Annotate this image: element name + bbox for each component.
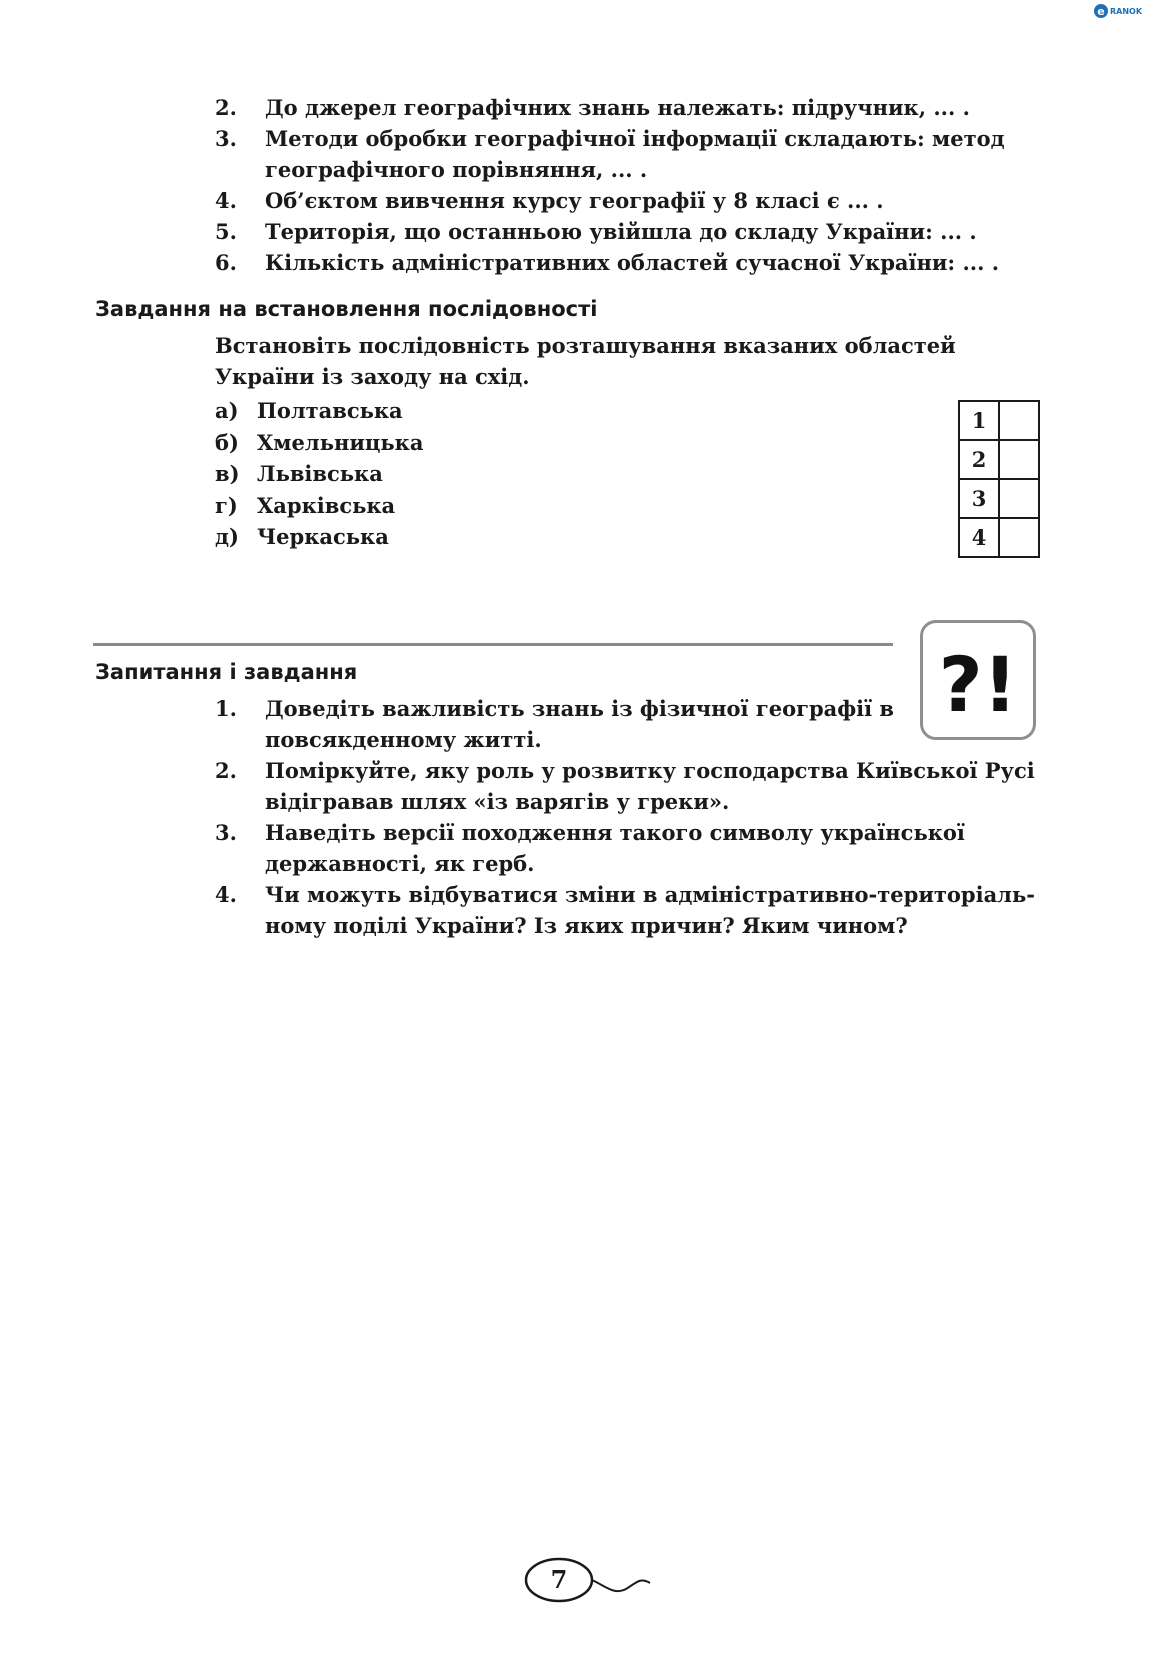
option-letter: д): [215, 524, 239, 549]
item-number: 5.: [215, 219, 237, 244]
option-item: [215, 427, 423, 459]
answer-row: [959, 401, 1039, 440]
item-text: До джерел географічних знань належать: підручник, ... .: [265, 95, 970, 120]
answer-row: [959, 518, 1039, 557]
page-number-badge: [522, 1555, 682, 1605]
answer-row-number: 2: [959, 440, 999, 479]
list-item: [215, 92, 1045, 123]
item-text: Методи обробки географічної інформації складають: метод географічного порівняння, ... .: [265, 126, 1005, 182]
option-item: [215, 395, 423, 427]
answer-cell[interactable]: [999, 518, 1039, 557]
answer-row: [959, 440, 1039, 479]
answer-row-number: 1: [959, 401, 999, 440]
list-item: [215, 879, 1045, 941]
item-text: Наведіть версії походження такого символу української державності, як герб.: [265, 820, 965, 876]
item-text: Доведіть важливість знань із фізичної географії в повсякденному житті.: [265, 696, 895, 752]
fill-in-list: [215, 92, 1045, 278]
option-letter: г): [215, 492, 238, 518]
list-item: [215, 185, 1045, 216]
questions-list: [215, 693, 1045, 941]
item-number: 2.: [215, 95, 237, 120]
logo-text: RANOK: [1110, 7, 1143, 16]
option-text: Хмельницька: [257, 429, 424, 455]
answer-grid: [958, 400, 1040, 558]
item-text: Територія, що останньою увійшла до складу України: ... .: [265, 219, 977, 244]
page-number-swash: [592, 1580, 650, 1591]
list-item: [215, 755, 1045, 817]
item-text: Об’єктом вивчення курсу географії у 8 класі є ... .: [265, 188, 884, 213]
option-text: Полтавська: [257, 398, 403, 423]
logo-e-letter: e: [1097, 5, 1105, 18]
sequence-options: [215, 395, 423, 553]
item-number: 4.: [215, 188, 237, 213]
answer-row-number: 3: [959, 479, 999, 518]
option-letter: в): [215, 461, 240, 486]
question-exclamation-glyph: ?!: [938, 640, 1018, 729]
option-item: [215, 521, 423, 553]
answer-cell[interactable]: [999, 440, 1039, 479]
option-letter: б): [215, 429, 239, 455]
sequence-task-intro: Встановіть послідовність розташування вказаних областей України із заходу на схід.: [215, 333, 956, 389]
answer-row-number: 4: [959, 518, 999, 557]
item-text: Чи можуть відбуватися зміни в адміністративно-територіальному поділі України? Із яких причин? Яким чином?: [265, 882, 1035, 938]
section-divider: [93, 643, 893, 646]
list-item: [215, 693, 1045, 755]
list-item: [215, 247, 1045, 278]
list-item: [215, 817, 1045, 879]
list-item: [215, 216, 1045, 247]
list-item: [215, 123, 1045, 185]
option-text: Черкаська: [257, 524, 389, 549]
answer-row: [959, 479, 1039, 518]
item-number: 3.: [215, 820, 237, 845]
answer-cell[interactable]: [999, 479, 1039, 518]
option-text: Харківська: [257, 492, 396, 518]
item-number: 2.: [215, 758, 237, 783]
item-number: 3.: [215, 126, 237, 151]
option-item: [215, 490, 423, 522]
answer-cell[interactable]: [999, 401, 1039, 440]
option-text: Львівська: [257, 461, 383, 486]
item-text: Поміркуйте, яку роль у розвитку господарства Київської Русі відігравав шлях «із варягів у греки».: [265, 758, 1035, 814]
item-number: 6.: [215, 250, 237, 275]
option-letter: а): [215, 398, 239, 423]
item-number: 4.: [215, 882, 237, 907]
option-item: [215, 458, 423, 490]
sequence-task-heading: Завдання на встановлення послідовності: [95, 297, 598, 321]
item-number: 1.: [215, 696, 237, 721]
publisher-logo: [1093, 2, 1145, 20]
questions-heading: Запитання і завдання: [95, 660, 358, 684]
item-text: Кількість адміністративних областей сучасної України: ... .: [265, 250, 1000, 275]
page-number: 7: [550, 1565, 568, 1594]
